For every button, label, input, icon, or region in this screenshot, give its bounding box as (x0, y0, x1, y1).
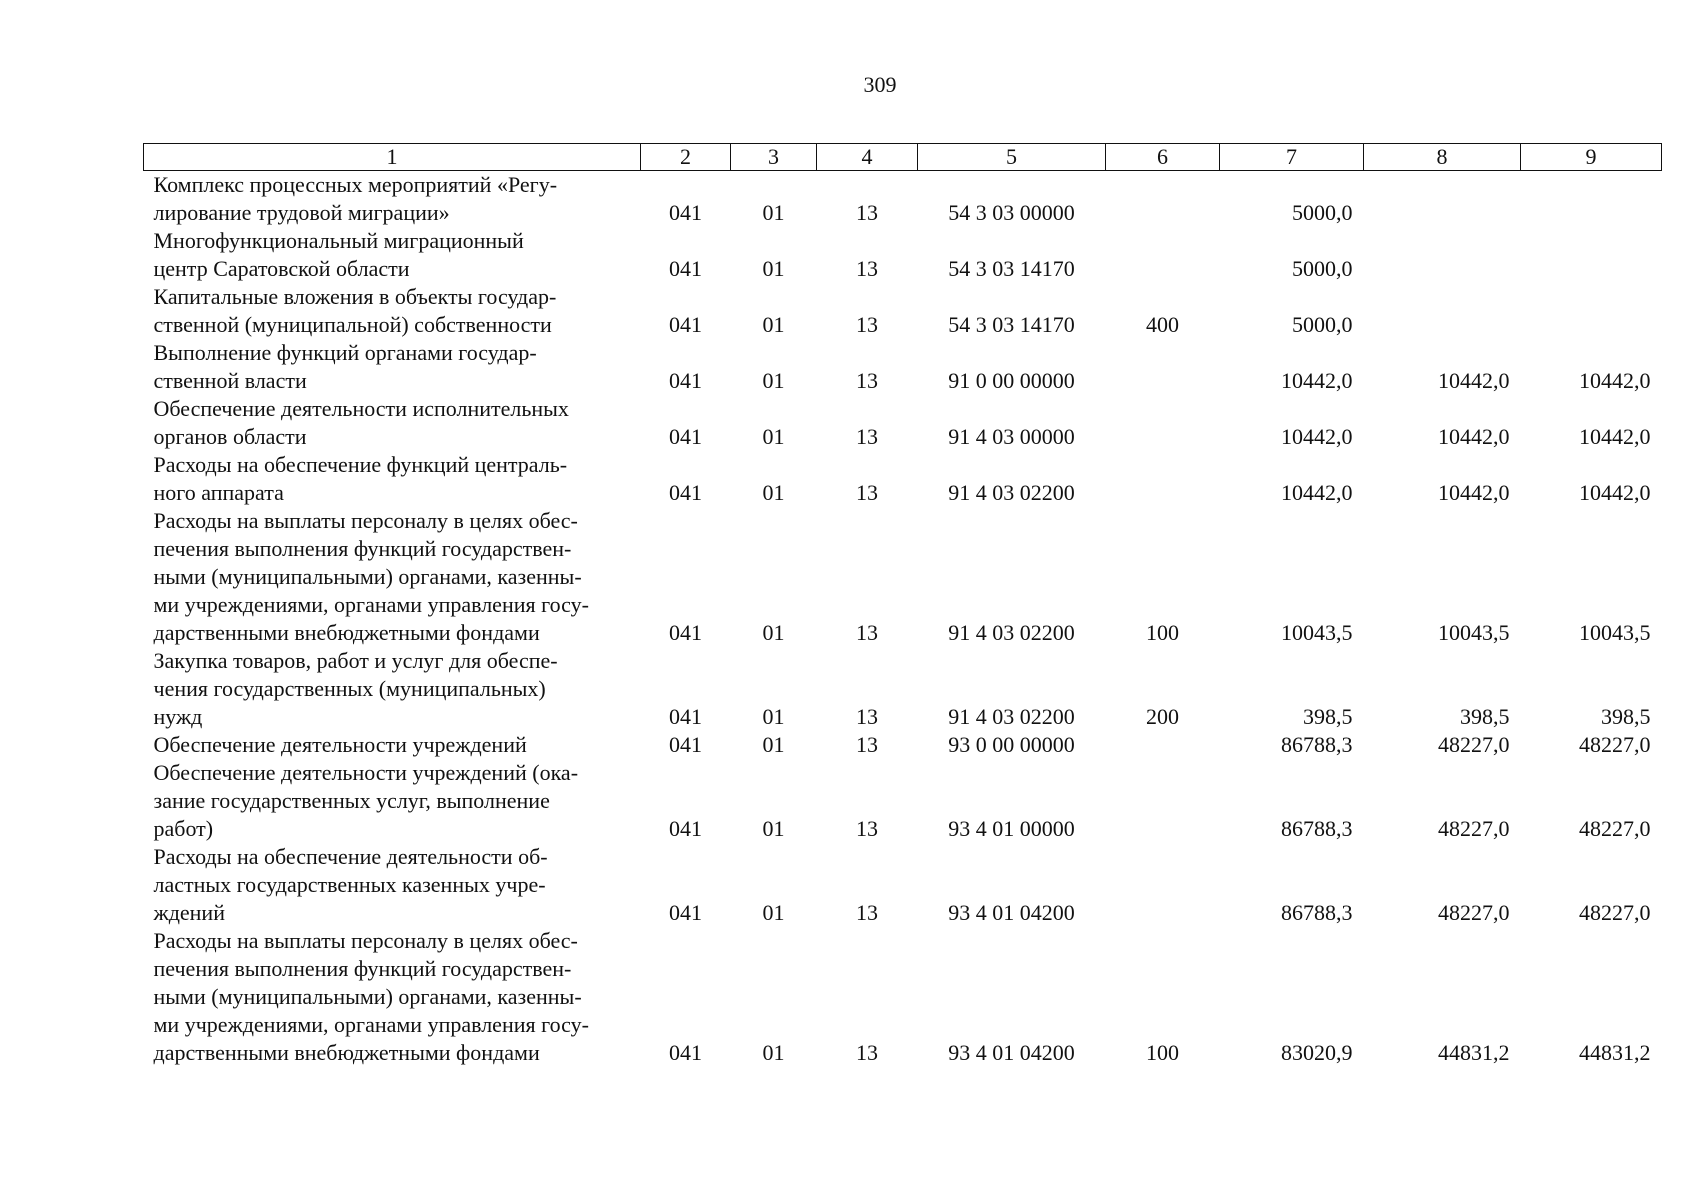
table-row (144, 395, 1662, 451)
amount-cell: 5000,0 (1292, 256, 1353, 281)
section-code-cell: 01 (762, 368, 785, 393)
column-number-header (144, 144, 1662, 171)
row-description (144, 171, 641, 228)
expense-type-cell (1106, 227, 1220, 283)
amount-cell: 10442,0 (1579, 368, 1651, 393)
column-header: 6 (1106, 144, 1220, 171)
description-line: Обеспечение деятельности исполнительных (153, 396, 569, 421)
ministry-code-cell: 041 (669, 480, 702, 505)
table-row (144, 283, 1662, 339)
page-number: 309 (863, 72, 897, 97)
subsection-code-cell: 13 (856, 256, 878, 281)
amount-cell: 10043,5 (1579, 620, 1651, 645)
amount-cell (1364, 283, 1521, 339)
description-line: ми учреждениями, органами управления госу- (153, 1012, 589, 1037)
description-line: нужд (153, 704, 203, 729)
ministry-code-cell: 041 (669, 368, 702, 393)
section-code-cell: 01 (762, 1040, 785, 1065)
target-article-cell: 93 4 01 00000 (948, 816, 1075, 841)
row-description (144, 283, 641, 339)
ministry-code-cell: 041 (669, 620, 702, 645)
ministry-code-cell: 041 (669, 732, 702, 757)
description-line: ми учреждениями, органами управления госу- (153, 592, 589, 617)
amount-cell: 48227,0 (1438, 732, 1510, 757)
subsection-code-cell: 13 (856, 312, 878, 337)
row-description (144, 731, 641, 759)
ministry-code-cell: 041 (669, 200, 702, 225)
description-line: ственной власти (153, 368, 307, 393)
target-article-cell: 91 4 03 02200 (948, 480, 1075, 505)
subsection-code-cell: 13 (856, 900, 878, 925)
subsection-code-cell: 13 (856, 704, 878, 729)
row-description (144, 227, 641, 283)
subsection-code-cell: 13 (856, 620, 878, 645)
description-line: лирование трудовой миграции» (153, 200, 450, 225)
row-description (144, 339, 641, 395)
target-article-cell: 91 4 03 02200 (948, 704, 1075, 729)
description-line: ластных государственных казенных учре- (153, 872, 546, 897)
description-line: Многофункциональный миграционный (153, 228, 524, 253)
description-line: ными (муниципальными) органами, казенны- (153, 984, 582, 1009)
description-line: зание государственных услуг, выполнение (153, 788, 550, 813)
amount-cell: 10442,0 (1579, 424, 1651, 449)
target-article-cell: 93 4 01 04200 (948, 900, 1075, 925)
expense-type-cell: 200 (1146, 704, 1179, 729)
ministry-code-cell: 041 (669, 256, 702, 281)
description-line: ждений (153, 900, 225, 925)
description-line: Закупка товаров, работ и услуг для обеспе- (153, 648, 558, 673)
description-line: Обеспечение деятельности учреждений (153, 732, 527, 757)
target-article-cell: 91 4 03 02200 (948, 620, 1075, 645)
row-description (144, 451, 641, 507)
amount-cell (1521, 171, 1662, 228)
amount-cell: 48227,0 (1579, 732, 1651, 757)
target-article-cell: 93 0 00 00000 (948, 732, 1075, 757)
amount-cell: 48227,0 (1579, 816, 1651, 841)
table-row (144, 731, 1662, 759)
description-line: Комплекс процессных мероприятий «Регу- (153, 172, 558, 197)
target-article-cell: 91 0 00 00000 (948, 368, 1075, 393)
budget-table (143, 143, 1662, 1067)
amount-cell: 398,5 (1601, 704, 1651, 729)
amount-cell: 44831,2 (1579, 1040, 1651, 1065)
expense-type-cell: 100 (1146, 620, 1179, 645)
description-line: центр Саратовской области (153, 256, 410, 281)
ministry-code-cell: 041 (669, 900, 702, 925)
target-article-cell: 93 4 01 04200 (948, 1040, 1075, 1065)
description-line: печения выполнения функций государствен- (153, 536, 572, 561)
table-row (144, 171, 1662, 228)
expense-type-cell (1106, 759, 1220, 843)
row-description (144, 395, 641, 451)
table-row (144, 507, 1662, 647)
row-description (144, 927, 641, 1067)
section-code-cell: 01 (762, 816, 785, 841)
description-line: дарственными внебюджетными фондами (153, 620, 540, 645)
amount-cell: 10442,0 (1438, 368, 1510, 393)
description-line: Расходы на обеспечение деятельности об- (153, 844, 548, 869)
table-row (144, 759, 1662, 843)
ministry-code-cell: 041 (669, 704, 702, 729)
description-line: чения государственных (муниципальных) (153, 676, 546, 701)
description-line: Расходы на обеспечение функций централь- (153, 452, 568, 477)
section-code-cell: 01 (762, 256, 785, 281)
ministry-code-cell: 041 (669, 1040, 702, 1065)
expense-type-cell (1106, 395, 1220, 451)
description-line: печения выполнения функций государствен- (153, 956, 572, 981)
amount-cell: 10442,0 (1438, 480, 1510, 505)
amount-cell: 5000,0 (1292, 200, 1353, 225)
column-header: 9 (1521, 144, 1662, 171)
amount-cell: 398,5 (1303, 704, 1353, 729)
amount-cell: 86788,3 (1281, 732, 1353, 757)
subsection-code-cell: 13 (856, 1040, 878, 1065)
expense-type-cell (1106, 731, 1220, 759)
amount-cell: 48227,0 (1438, 900, 1510, 925)
description-line: ственной (муниципальной) собственности (153, 312, 552, 337)
expense-type-cell (1106, 843, 1220, 927)
section-code-cell: 01 (762, 480, 785, 505)
section-code-cell: 01 (762, 620, 785, 645)
section-code-cell: 01 (762, 424, 785, 449)
amount-cell (1364, 171, 1521, 228)
amount-cell: 86788,3 (1281, 900, 1353, 925)
target-article-cell: 54 3 03 14170 (948, 312, 1075, 337)
target-article-cell: 54 3 03 00000 (948, 200, 1075, 225)
description-line: Выполнение функций органами государ- (153, 340, 537, 365)
subsection-code-cell: 13 (856, 480, 878, 505)
amount-cell: 10043,5 (1438, 620, 1510, 645)
expense-type-cell (1106, 339, 1220, 395)
table-row (144, 227, 1662, 283)
column-header: 4 (817, 144, 918, 171)
amount-cell: 10043,5 (1281, 620, 1353, 645)
amount-cell: 398,5 (1460, 704, 1510, 729)
description-line: органов области (153, 424, 307, 449)
description-line: работ) (153, 816, 214, 841)
description-line: Капитальные вложения в объекты государ- (153, 284, 557, 309)
description-line: ными (муниципальными) органами, казенны- (153, 564, 582, 589)
subsection-code-cell: 13 (856, 732, 878, 757)
subsection-code-cell: 13 (856, 368, 878, 393)
expense-type-cell: 400 (1146, 312, 1179, 337)
subsection-code-cell: 13 (856, 816, 878, 841)
table-row (144, 843, 1662, 927)
ministry-code-cell: 041 (669, 312, 702, 337)
amount-cell (1364, 227, 1521, 283)
description-line: Расходы на выплаты персоналу в целях обес- (153, 508, 578, 533)
table-row (144, 451, 1662, 507)
row-description (144, 843, 641, 927)
expense-type-cell (1106, 171, 1220, 228)
description-line: ного аппарата (153, 480, 284, 505)
table-body (144, 171, 1662, 1068)
column-header: 2 (641, 144, 731, 171)
amount-cell: 86788,3 (1281, 816, 1353, 841)
section-code-cell: 01 (762, 312, 785, 337)
amount-cell: 10442,0 (1281, 480, 1353, 505)
description-line: Расходы на выплаты персоналу в целях обес- (153, 928, 578, 953)
ministry-code-cell: 041 (669, 816, 702, 841)
amount-cell: 48227,0 (1579, 900, 1651, 925)
ministry-code-cell: 041 (669, 424, 702, 449)
row-description (144, 507, 641, 647)
amount-cell: 48227,0 (1438, 816, 1510, 841)
amount-cell: 10442,0 (1281, 368, 1353, 393)
section-code-cell: 01 (762, 732, 785, 757)
amount-cell: 10442,0 (1579, 480, 1651, 505)
section-code-cell: 01 (762, 200, 785, 225)
column-header: 5 (918, 144, 1106, 171)
target-article-cell: 91 4 03 00000 (948, 424, 1075, 449)
target-article-cell: 54 3 03 14170 (948, 256, 1075, 281)
expense-type-cell: 100 (1146, 1040, 1179, 1065)
description-line: дарственными внебюджетными фондами (153, 1040, 540, 1065)
amount-cell: 5000,0 (1292, 312, 1353, 337)
table-row (144, 647, 1662, 731)
amount-cell: 83020,9 (1281, 1040, 1353, 1065)
subsection-code-cell: 13 (856, 200, 878, 225)
section-code-cell: 01 (762, 704, 785, 729)
amount-cell (1521, 283, 1662, 339)
table-row (144, 339, 1662, 395)
amount-cell: 10442,0 (1438, 424, 1510, 449)
amount-cell (1521, 227, 1662, 283)
amount-cell: 44831,2 (1438, 1040, 1510, 1065)
column-header: 7 (1220, 144, 1364, 171)
row-description (144, 759, 641, 843)
column-header: 8 (1364, 144, 1521, 171)
expense-type-cell (1106, 451, 1220, 507)
subsection-code-cell: 13 (856, 424, 878, 449)
description-line: Обеспечение деятельности учреждений (ока- (153, 760, 579, 785)
column-header: 1 (144, 144, 641, 171)
column-header: 3 (731, 144, 817, 171)
amount-cell: 10442,0 (1281, 424, 1353, 449)
section-code-cell: 01 (762, 900, 785, 925)
table-row (144, 927, 1662, 1067)
row-description (144, 647, 641, 731)
